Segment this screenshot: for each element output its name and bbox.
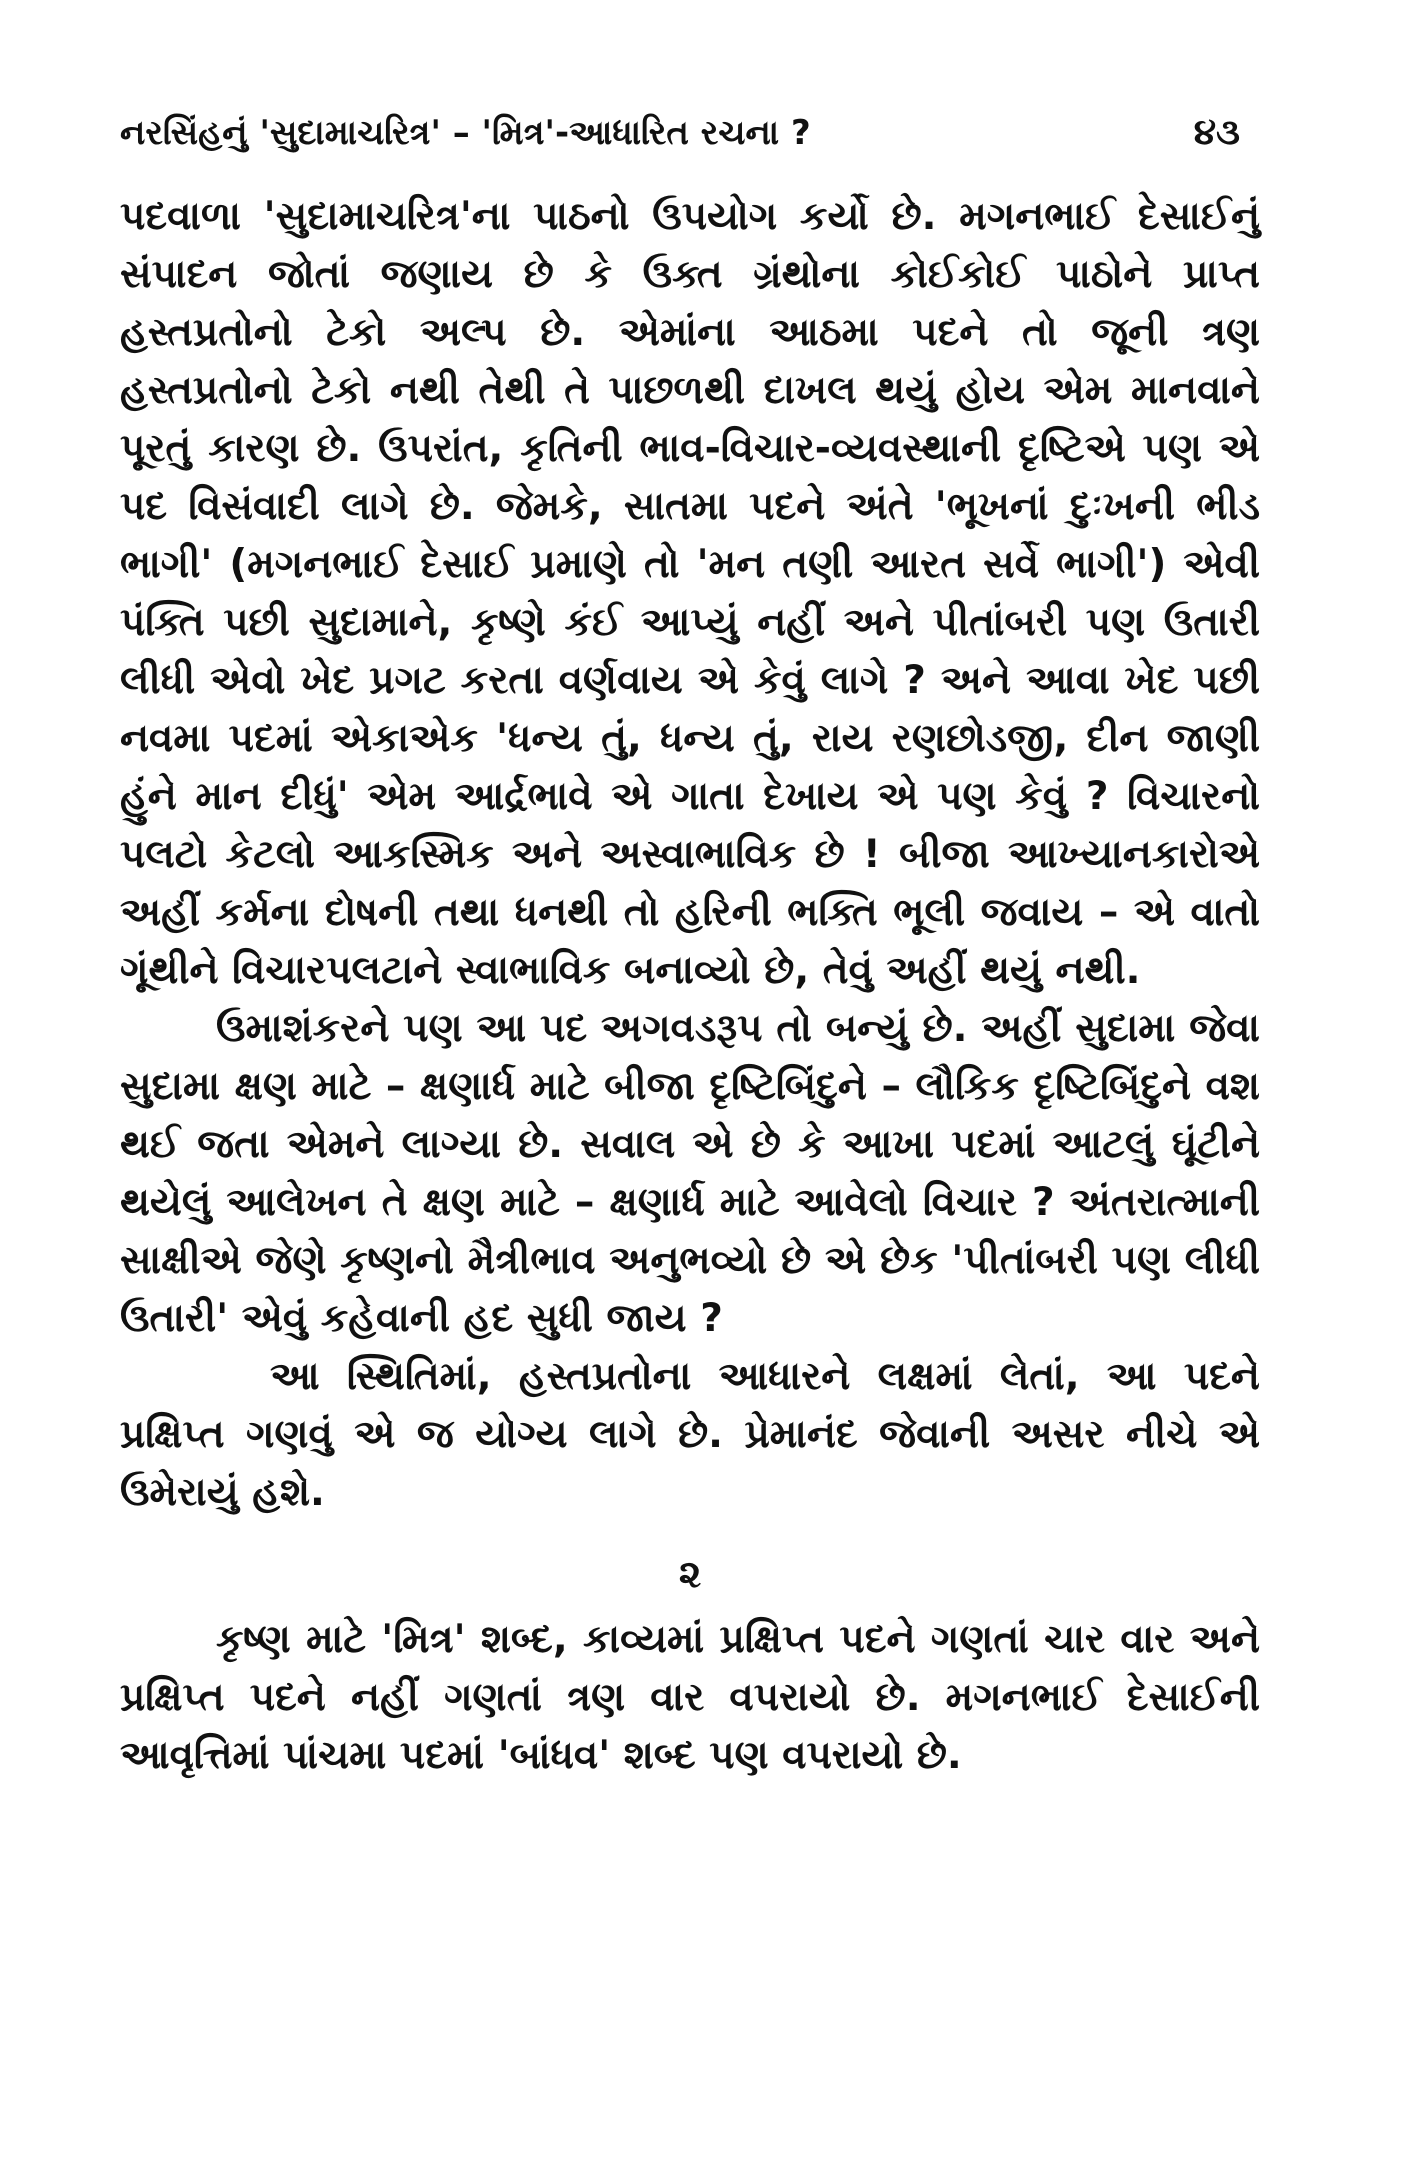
paragraph-4: કૃષ્ણ માટે 'મિત્ર' શબ્દ, કાવ્યમાં પ્રક્ષિપ્ત પદને ગણતાં ચાર વાર અને પ્રક્ષિપ્ત પદને નહીં ગણતાં ત્રણ વાર વપરાયો છે. મગનભાઈ દેસાઈની આવૃત્તિમાં પાંચમા પદમાં 'બાંધવ' શબ્દ પણ વપરાયો છે. (120, 1617, 1260, 1778)
book-page (120, 112, 1260, 1785)
running-title: નરસિંહનું 'સુદામાચરિત્ર' – 'મિત્ર'-આધારિત રચના ? (120, 113, 811, 153)
paragraph-2: ઉમાશંકરને પણ આ પદ અગવડરૂપ તો બન્યું છે. અહીં સુદામા જેવા સુદામા ક્ષણ માટે – ક્ષણાર્ધ માટે બીજા દૃષ્ટિબિંદુને – લૌકિક દૃષ્ટિબિંદુને વશ થઈ જતા એમને લાગ્યા છે. સવાલ એ છે કે આખા પદમાં આટલું ઘૂંટીને થયેલું આલેખન તે ક્ષણ માટે – ક્ષણાર્ધ માટે આવેલો વિચાર ? અંતરાત્માની સાક્ષીએ જેણે કૃષ્ણનો મૈત્રીભાવ અનુભવ્યો છે એ છેક 'પીતાંબરી પણ લીધી ઉતારી' એવું કહેવાની હદ સુધી જાય ? (120, 1006, 1260, 1341)
paragraph-1: પદવાળા 'સુદામાચરિત્ર'ના પાઠનો ઉપયોગ કર્યો છે. મગનભાઈ દેસાઈનું સંપાદન જોતાં જણાય છે કે ઉક્ત ગ્રંથોના કોઈકોઈ પાઠોને પ્રાપ્ત હસ્તપ્રતોનો ટેકો અલ્પ છે. એમાંના આઠમા પદને તો જૂની ત્રણ હસ્તપ્રતોનો ટેકો નથી તેથી તે પાછળથી દાખલ થયું હોય એમ માનવાને પૂરતું કારણ છે. ઉપરાંત, કૃતિની ભાવ-વિચાર-વ્યવસ્થાની દૃષ્ટિએ પણ એ પદ વિસંવાદી લાગે છે. જેમકે, સાતમા પદને અંતે 'ભૂખનાં દુઃખની ભીડ ભાગી' (મગનભાઈ દેસાઈ પ્રમાણે તો 'મન તણી આરત સર્વે ભાગી') એવી પંક્તિ પછી સુદામાને, કૃષ્ણે કંઈ આપ્યું નહીં અને પીતાંબરી પણ ઉતારી લીધી એવો ખેદ પ્રગટ કરતા વર્ણવાય એ કેવું લાગે ? અને આવા ખેદ પછી નવમા પદમાં એકાએક 'ધન્ય તું, ધન્ય તું, રાય રણછોડજી, દીન જાણી હુંને માન દીધું' એમ આર્દ્રભાવે એ ગાતા દેખાય એ પણ કેવું ? વિચારનો પલટો કેટલો આકસ્મિક અને અસ્વાભાવિક છે ! બીજા આખ્યાનકારોએ અહીં કર્મના દોષની તથા ધનથી તો હરિની ભક્તિ ભૂલી જવાય – એ વાતો ગૂંથીને વિચારપલટાને સ્વાભાવિક બનાવ્યો છે, તેવું અહીં થયું નથી. (120, 194, 1260, 993)
running-header (120, 112, 1260, 154)
section-number: ૨ (678, 1552, 702, 1596)
page-number: ૪૩ (1193, 112, 1240, 153)
paragraph-3: આ સ્થિતિમાં, હસ્તપ્રતોના આધારને લક્ષમાં લેતાં, આ પદને પ્રક્ષિપ્ત ગણવું એ જ યોગ્ય લાગે છે. પ્રેમાનંદ જેવાની અસર નીચે એ ઉમેરાયું હશે. (120, 1354, 1260, 1515)
